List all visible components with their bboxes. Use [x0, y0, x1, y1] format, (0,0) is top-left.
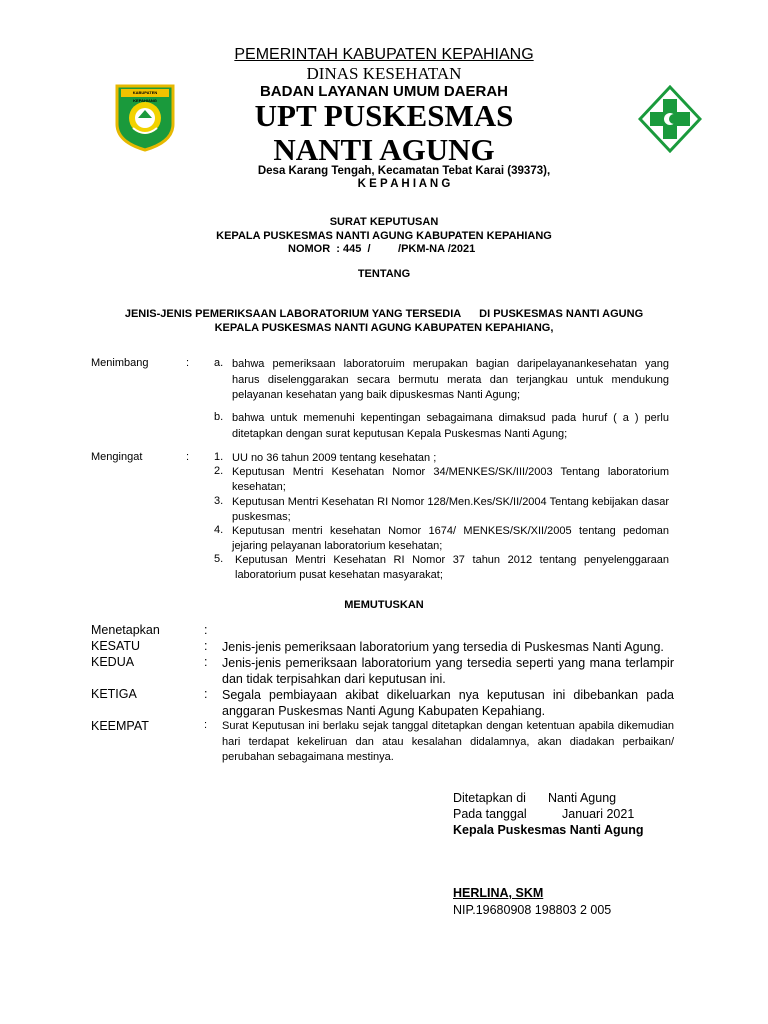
mengingat-label: Mengingat	[91, 451, 143, 463]
title-nomor: NOMOR : 445 / /PKM-NA /2021	[288, 243, 476, 255]
decision-colon: :	[204, 687, 208, 701]
decision-colon: :	[204, 639, 208, 653]
ditetapkan-label: Ditetapkan di	[453, 791, 526, 805]
title-subject-1: JENIS-JENIS PEMERIKSAAN LABORATORIUM YANG TERSEDIA DI PUSKESMAS NANTI AGUNG	[124, 308, 644, 320]
title-tentang: TENTANG	[357, 268, 411, 280]
ditetapkan-value: Nanti Agung	[548, 791, 617, 805]
decision-colon: :	[204, 719, 208, 731]
decision-label: KEDUA	[91, 655, 135, 669]
mengingat-colon: :	[186, 451, 190, 463]
tanggal-value: Januari 2021	[562, 807, 635, 821]
title-surat-keputusan: SURAT KEPUTUSAN	[329, 216, 439, 228]
menimbang-b-mark: b.	[214, 411, 224, 423]
header-blud: BADAN LAYANAN UMUM DAERAH	[259, 83, 509, 100]
decision-colon: :	[204, 623, 208, 637]
signatory-name: HERLINA, SKM	[453, 886, 544, 900]
logo-text: KABUPATEN KEPAHIANG	[132, 90, 158, 103]
decision-label: KETIGA	[91, 687, 137, 701]
menimbang-a-text: bahwa pemeriksaan laboratoruim merupakan bagian daripelayanankesehatan yang harus diselenggarakan secara bermutu merata dan terjangkau untuk mendukung pelayanan kesehatan yang baik dipuskesmas Nanti Agung;	[232, 358, 669, 401]
decision-text: Surat Keputusan ini berlaku sejak tanggal ditetapkan dengan ketentuan apabila dikemudian hari terdapat kekeliruan dan atau kesalahan didalamnya, akan diadakan perbaikan/ perubahan sebagaimana mestinya.	[222, 720, 674, 763]
menimbang-colon: :	[186, 357, 190, 369]
menimbang-a-mark: a.	[214, 357, 224, 369]
header-address: Desa Karang Tengah, Kecamatan Tebat Karai (39373),	[257, 165, 551, 177]
decision-text: Segala pembiayaan akibat dikeluarkan nya keputusan ini dibebankan pada anggaran Puskesmas Nanti Agung Kabupaten Kepahiang.	[222, 688, 674, 718]
mengingat-item-no: 3.	[214, 495, 224, 507]
decision-text: Jenis-jenis pemeriksaan laboratorium yang tersedia seperti yang mana terlampir dan tidak terpisahkan dari keputusan ini.	[222, 656, 674, 686]
mengingat-item-text: Keputusan Mentri Kesehatan Nomor 34/MENKES/SK/III/2003 Tentang laboratorium kesehatan;	[232, 466, 669, 493]
mengingat-item-text: UU no 36 tahun 2009 tentang kesehatan ;	[232, 452, 437, 464]
tanggal-label: Pada tanggal	[453, 807, 527, 821]
title-subject-2: KEPALA PUSKESMAS NANTI AGUNG KABUPATEN KEPAHIANG,	[214, 322, 554, 334]
mengingat-item-no: 4.	[214, 524, 224, 536]
header-pemerintah: PEMERINTAH KABUPATEN KEPAHIANG	[234, 46, 534, 63]
mengingat-item-text: Keputusan mentri kesehatan Nomor 1674/ MENKES/SK/XII/2005 tentang pedoman jejaring pelayanan laboratorium kesehatan;	[232, 525, 669, 552]
decision-label: KESATU	[91, 639, 141, 653]
mengingat-item-text: Keputusan Mentri Kesehatan RI Nomor 37 tahun 2012 tentang penyelenggaraan laboratorium pusat kesehatan masyarakat;	[235, 554, 669, 581]
mengingat-item-no: 5.	[214, 553, 224, 565]
title-kepala: KEPALA PUSKESMAS NANTI AGUNG KABUPATEN KEPAHIANG	[216, 230, 552, 242]
decision-colon: :	[204, 655, 208, 669]
menimbang-b-text: bahwa untuk memenuhi kepentingan sebagaimana dimaksud pada huruf ( a ) perlu ditetapkan dengan surat keputusan Kepala Puskesmas Nanti Agung;	[232, 412, 669, 440]
decision-label: Menetapkan	[91, 623, 160, 637]
decision-label: KEEMPAT	[91, 719, 149, 733]
mengingat-item-no: 1.	[214, 451, 224, 463]
mengingat-item-no: 2.	[214, 465, 224, 477]
menimbang-label: Menimbang	[91, 357, 149, 369]
memutuskan-heading: MEMUTUSKAN	[344, 599, 424, 611]
mengingat-item-text: Keputusan Mentri Kesehatan RI Nomor 128/Men.Kes/SK/II/2004 Tentang kebijakan dasar puskesmas;	[232, 496, 669, 523]
header-dinas: DINAS KESEHATAN	[306, 64, 462, 83]
signatory-nip: NIP.19680908 198803 2 005	[453, 903, 612, 917]
header-upt: UPT PUSKESMAS	[254, 98, 514, 133]
signatory-position: Kepala Puskesmas Nanti Agung	[453, 823, 644, 837]
header-city: K E P A H I A N G	[357, 178, 451, 190]
decision-text: Jenis-jenis pemeriksaan laboratorium yang tersedia di Puskesmas Nanti Agung.	[222, 640, 664, 654]
header-nanti-agung: NANTI AGUNG	[273, 132, 495, 167]
